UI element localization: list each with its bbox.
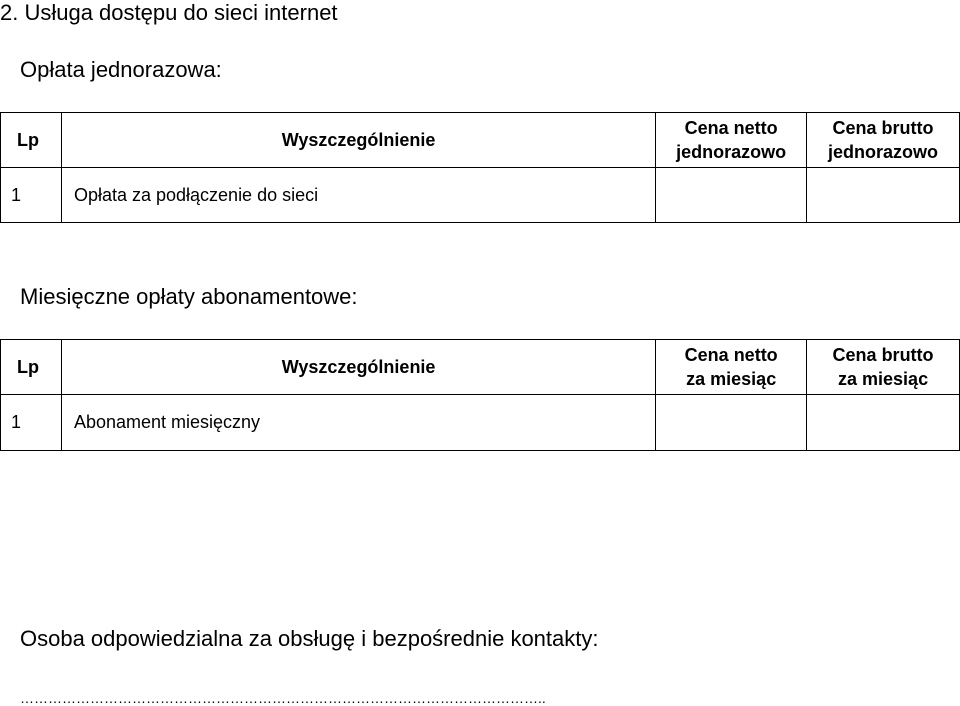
column-header-description: Wyszczególnienie bbox=[61, 113, 655, 168]
row-description: Opłata za podłączenie do sieci bbox=[61, 168, 655, 223]
contact-fill-in-line[interactable]: ………………………………………………………………………………………………….. bbox=[20, 690, 546, 706]
column-header-lp: Lp bbox=[1, 340, 62, 395]
table-header-row bbox=[1, 113, 960, 168]
column-header-net-price bbox=[656, 113, 807, 168]
row-gross-price-cell[interactable] bbox=[807, 395, 960, 451]
gross-price-label-line1: Cena brutto bbox=[832, 118, 934, 138]
row-description: Abonament miesięczny bbox=[61, 395, 655, 451]
monthly-fee-table bbox=[0, 339, 960, 451]
gross-price-label-line1: Cena brutto bbox=[832, 345, 934, 365]
net-price-label-line2: za miesiąc bbox=[686, 369, 777, 389]
row-net-price-cell[interactable] bbox=[656, 395, 807, 451]
contact-person-heading: Osoba odpowiedzialna za obsługę i bezpośrednie kontakty: bbox=[20, 626, 599, 651]
gross-price-label-line2: za miesiąc bbox=[838, 369, 929, 389]
column-header-lp: Lp bbox=[1, 113, 62, 168]
single-fee-table bbox=[0, 112, 960, 223]
row-gross-price-cell[interactable] bbox=[807, 168, 960, 223]
row-lp: 1 bbox=[1, 168, 62, 223]
row-net-price-cell[interactable] bbox=[656, 168, 807, 223]
monthly-fee-heading: Miesięczne opłaty abonamentowe: bbox=[20, 284, 358, 309]
table-row bbox=[1, 168, 960, 223]
row-lp: 1 bbox=[1, 395, 62, 451]
column-header-gross-price bbox=[807, 113, 960, 168]
net-price-label-line2: jednorazowo bbox=[676, 142, 787, 162]
table-header-row bbox=[1, 340, 960, 395]
section-title: 2. Usługa dostępu do sieci internet bbox=[0, 0, 338, 25]
table-row bbox=[1, 395, 960, 451]
single-fee-heading: Opłata jednorazowa: bbox=[20, 57, 222, 82]
net-price-label-line1: Cena netto bbox=[684, 118, 778, 138]
gross-price-label-line2: jednorazowo bbox=[828, 142, 939, 162]
column-header-gross-price bbox=[807, 340, 960, 395]
net-price-label-line1: Cena netto bbox=[684, 345, 778, 365]
column-header-description: Wyszczególnienie bbox=[61, 340, 655, 395]
column-header-net-price bbox=[656, 340, 807, 395]
